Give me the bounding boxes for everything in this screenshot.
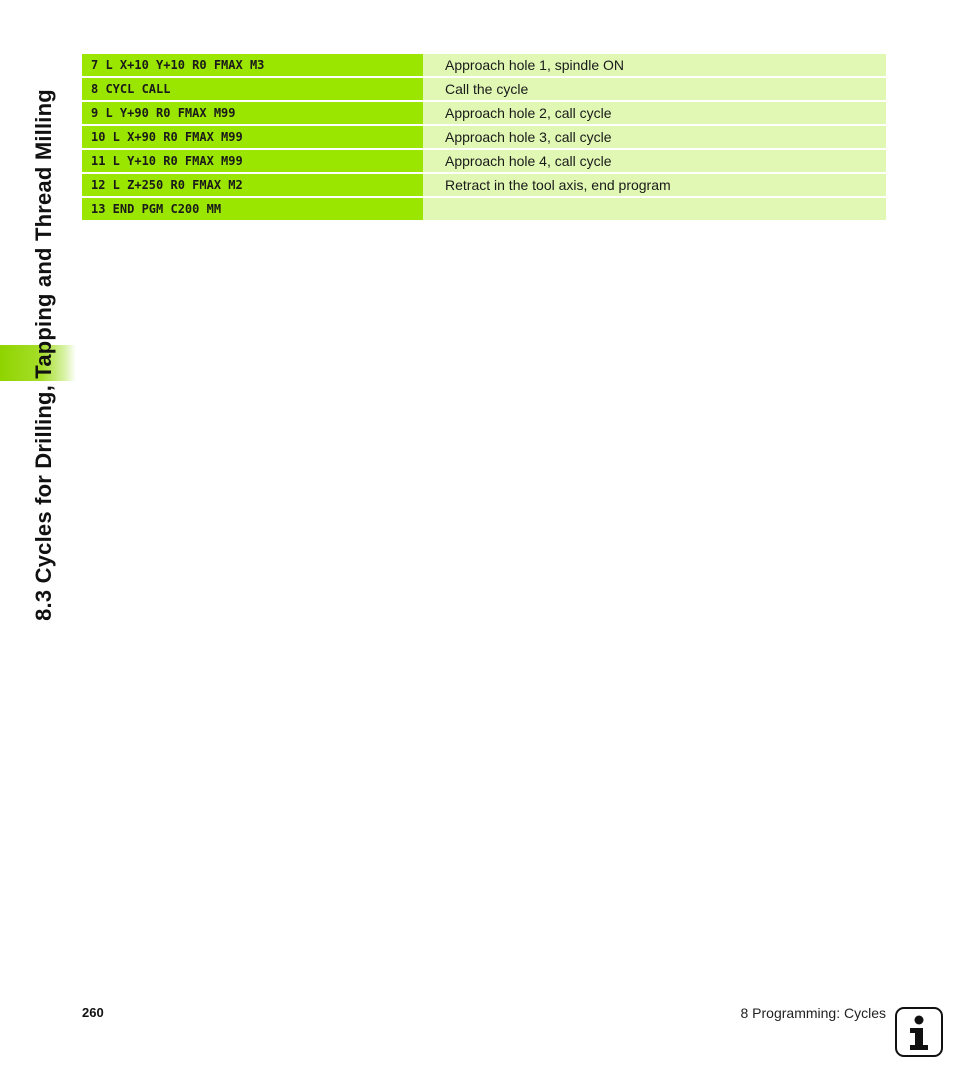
chapter-title: 8.3 Cycles for Drilling, Tapping and Thread Milling xyxy=(31,89,56,621)
page-number: 260 xyxy=(82,1005,104,1020)
program-table xyxy=(82,54,886,222)
description-cell: Approach hole 2, call cycle xyxy=(423,102,886,124)
table-row xyxy=(82,174,886,196)
info-icon xyxy=(895,1007,943,1057)
description-cell: Approach hole 4, call cycle xyxy=(423,150,886,172)
table-row xyxy=(82,198,886,220)
nc-code-cell: 13 END PGM C200 MM xyxy=(82,198,423,220)
description-cell: Approach hole 1, spindle ON xyxy=(423,54,886,76)
nc-code-cell: 10 L X+90 R0 FMAX M99 xyxy=(82,126,423,148)
nc-code-cell: 9 L Y+90 R0 FMAX M99 xyxy=(82,102,423,124)
table-row xyxy=(82,126,886,148)
nc-code-cell: 11 L Y+10 R0 FMAX M99 xyxy=(82,150,423,172)
nc-code-cell: 7 L X+10 Y+10 R0 FMAX M3 xyxy=(82,54,423,76)
footer-section-title: 8 Programming: Cycles xyxy=(740,1005,886,1021)
nc-code-cell: 8 CYCL CALL xyxy=(82,78,423,100)
description-cell: Call the cycle xyxy=(423,78,886,100)
description-cell: Retract in the tool axis, end program xyxy=(423,174,886,196)
table-row xyxy=(82,54,886,76)
description-cell xyxy=(423,198,886,220)
table-row xyxy=(82,102,886,124)
table-row xyxy=(82,150,886,172)
info-icon-glyph xyxy=(897,1009,941,1055)
table-row xyxy=(82,78,886,100)
description-cell: Approach hole 3, call cycle xyxy=(423,126,886,148)
nc-code-cell: 12 L Z+250 R0 FMAX M2 xyxy=(82,174,423,196)
